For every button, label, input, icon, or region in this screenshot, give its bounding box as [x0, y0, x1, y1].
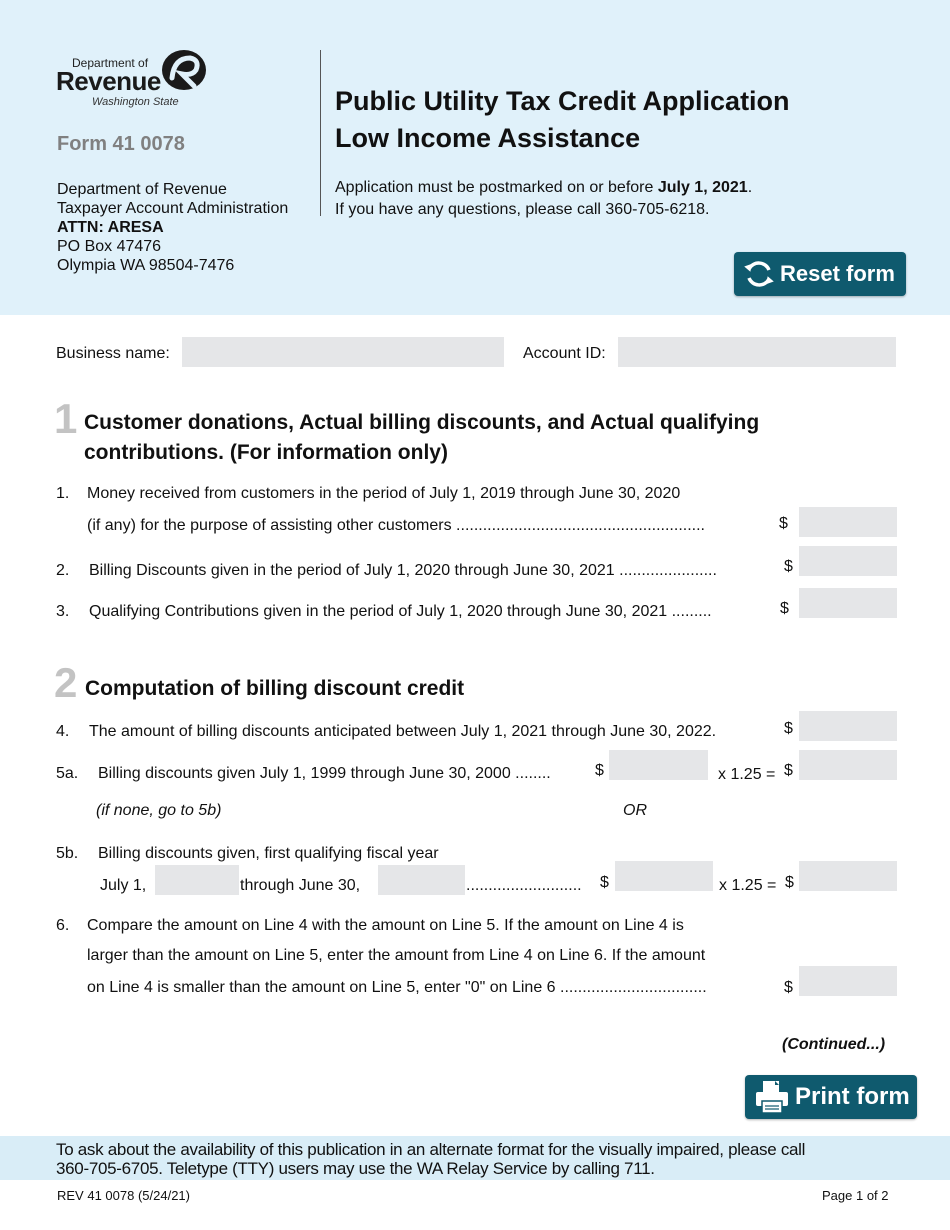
notice-period: .	[747, 179, 753, 196]
address-attn: ATTN: ARESA	[57, 219, 164, 236]
address-line: PO Box 47476	[57, 238, 162, 255]
dollar-sign: $	[595, 762, 604, 779]
print-form-label: Print form	[795, 1083, 910, 1110]
form-number: Form 41 0078	[57, 133, 185, 155]
section-number: 2	[54, 659, 78, 706]
line-number: 5b.	[56, 845, 79, 862]
header-divider	[320, 50, 321, 216]
multiplier-label: x 1.25 =	[718, 766, 776, 783]
logo-text-main: Revenue	[56, 66, 161, 96]
line2-amount-input[interactable]	[799, 546, 897, 576]
dollar-sign: $	[600, 874, 609, 891]
section-number: 1	[54, 395, 78, 442]
line-number: 3.	[56, 603, 70, 620]
section-heading-line: contributions. (For information only)	[84, 441, 448, 464]
accessibility-note	[56, 1140, 805, 1178]
address-line: Olympia WA 98504-7476	[57, 257, 235, 274]
section-heading: Computation of billing discount credit	[85, 677, 465, 700]
multiplier-label: x 1.25 =	[719, 877, 777, 894]
title-line: Public Utility Tax Credit Application	[335, 86, 790, 116]
title-line: Low Income Assistance	[335, 123, 641, 153]
section-heading	[84, 408, 759, 468]
line6-text-cont: on Line 4 is smaller than the amount on Line 5, enter "0" on Line 6 .................................	[87, 979, 707, 996]
print-form-button[interactable]	[745, 1075, 917, 1119]
line4-amount-input[interactable]	[799, 711, 897, 741]
dollar-sign: $	[779, 515, 788, 532]
line3-text: Qualifying Contributions given in the period of July 1, 2020 through June 30, 2021 .........	[89, 603, 712, 620]
line4-text: The amount of billing discounts anticipated between July 1, 2021 through June 30, 2022.	[89, 723, 717, 740]
page-title	[335, 83, 790, 157]
line3-amount-input[interactable]	[799, 588, 897, 618]
dollar-sign: $	[784, 979, 793, 996]
reset-form-label: Reset form	[780, 261, 895, 286]
dollar-sign: $	[784, 558, 793, 575]
dollar-sign: $	[785, 874, 794, 891]
line5b-through-label: through June 30,	[240, 877, 361, 894]
notice-text: Application must be postmarked on or before	[335, 179, 658, 196]
or-label: OR	[623, 802, 647, 819]
fiscal-year-start-input[interactable]	[155, 865, 239, 895]
accessibility-note-line: To ask about the availability of this publication in an alternate format for the visually impaired, please call	[56, 1140, 806, 1159]
line5b-amount-input[interactable]	[615, 861, 713, 891]
business-name-input[interactable]	[182, 337, 504, 367]
account-id-label: Account ID:	[523, 345, 606, 362]
line6-text-cont: larger than the amount on Line 5, enter the amount from Line 4 on Line 6. If the amount	[87, 947, 706, 964]
line5b-july-label: July 1,	[100, 877, 147, 894]
line1-text: Money received from customers in the period of July 1, 2019 through June 30, 2020	[87, 485, 681, 502]
line-number: 1.	[56, 485, 70, 502]
mailing-address	[57, 180, 288, 275]
line5b-leader-dots: ..........................	[466, 877, 582, 894]
notice-phone: If you have any questions, please call 360-705-6218.	[335, 201, 710, 218]
line5a-text: Billing discounts given July 1, 1999 through June 30, 2000 ........	[98, 765, 551, 782]
line5a-result-input[interactable]	[799, 750, 897, 780]
business-name-label: Business name:	[56, 345, 170, 362]
line-number: 2.	[56, 562, 70, 579]
line5b-text: Billing discounts given, first qualifying fiscal year	[98, 845, 439, 862]
line-number: 6.	[56, 917, 70, 934]
reset-form-button[interactable]	[734, 252, 906, 296]
notice-date: July 1, 2021	[657, 179, 748, 196]
logo-text-top: Department of	[72, 56, 149, 70]
line5a-amount-input[interactable]	[609, 750, 708, 780]
printer-icon	[753, 1079, 791, 1115]
revision-number: REV 41 0078 (5/24/21)	[57, 1188, 190, 1203]
address-line: Taxpayer Account Administration	[57, 200, 289, 217]
accessibility-note-line: 360-705-6705. Teletype (TTY) users may use the WA Relay Service by calling 711.	[56, 1159, 655, 1178]
line1-amount-input[interactable]	[799, 507, 897, 537]
line5b-result-input[interactable]	[799, 861, 897, 891]
refresh-icon	[742, 257, 776, 291]
continued-note: (Continued...)	[782, 1036, 886, 1053]
page-number: Page 1 of 2	[822, 1188, 889, 1203]
line2-text: Billing Discounts given in the period of July 1, 2020 through June 30, 2021 ......................	[89, 562, 717, 579]
line-number: 5a.	[56, 765, 79, 782]
dollar-sign: $	[784, 762, 793, 779]
line-number: 4.	[56, 723, 70, 740]
section-heading-line: Customer donations, Actual billing discounts, and Actual qualifying	[84, 411, 760, 434]
logo-text-sub: Washington State	[92, 96, 179, 108]
line5a-note: (if none, go to 5b)	[96, 802, 222, 819]
account-id-input[interactable]	[618, 337, 896, 367]
address-line: Department of Revenue	[57, 181, 227, 198]
fiscal-year-end-input[interactable]	[378, 865, 465, 895]
dollar-sign: $	[784, 720, 793, 737]
deadline-notice	[335, 177, 752, 221]
line6-amount-input[interactable]	[799, 966, 897, 996]
dollar-sign: $	[780, 600, 789, 617]
revenue-logo-icon	[160, 48, 208, 92]
line1-text-cont: (if any) for the purpose of assisting other customers ........................................................	[87, 517, 705, 534]
line6-text: Compare the amount on Line 4 with the amount on Line 5. If the amount on Line 4 is	[87, 917, 684, 934]
